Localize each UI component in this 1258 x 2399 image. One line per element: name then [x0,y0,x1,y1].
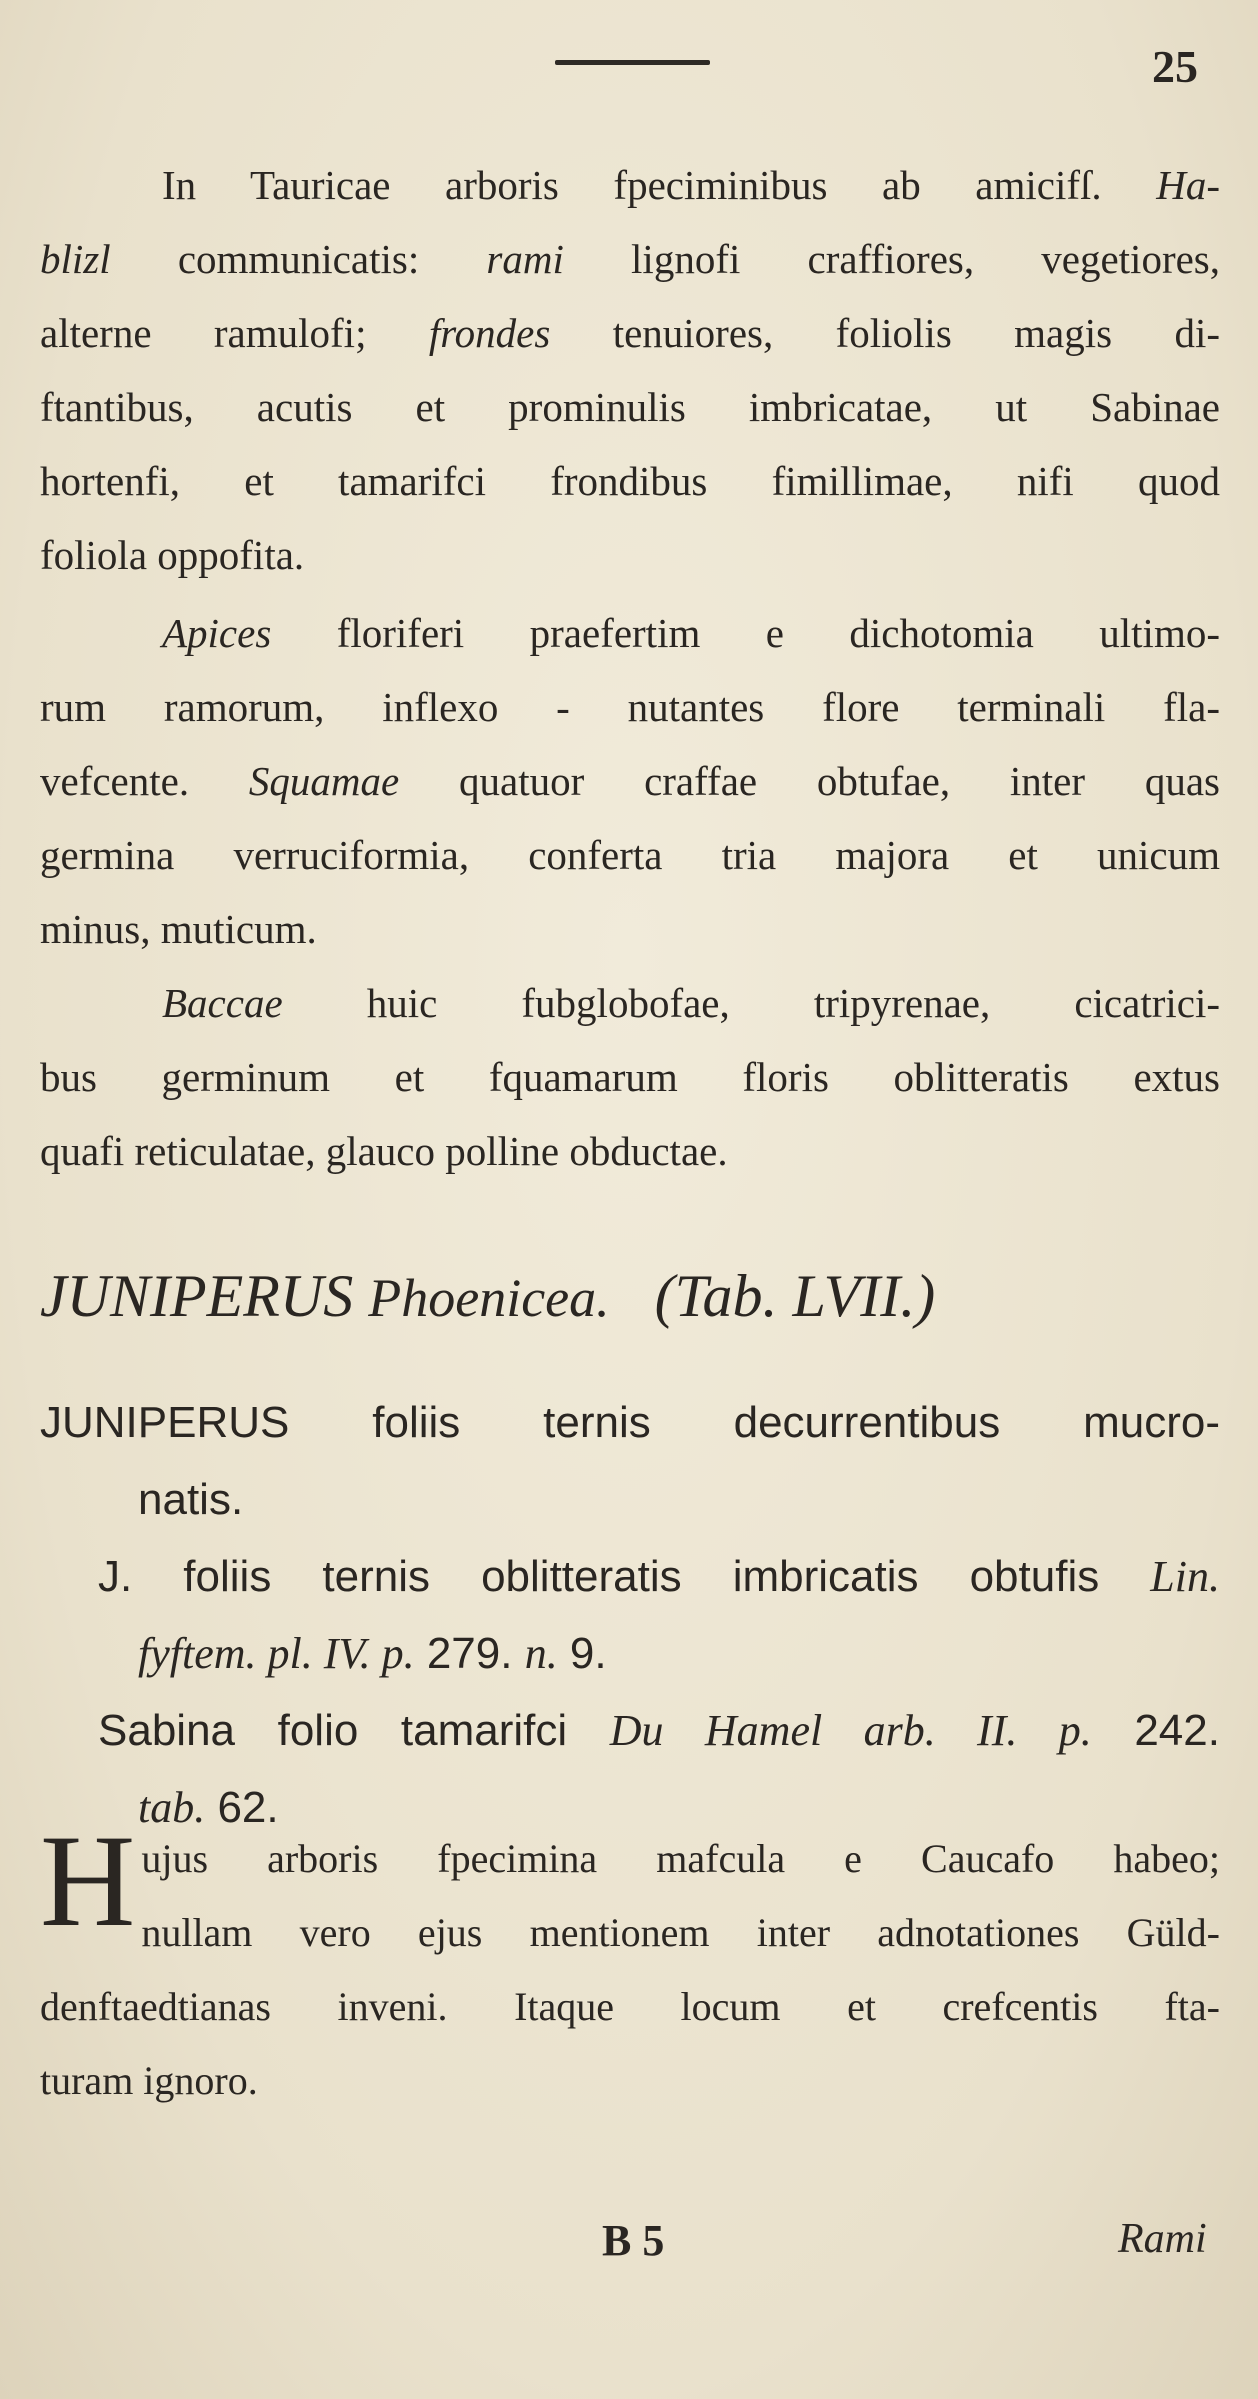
synonym-duhamel-cont: tab. 62. [138,1783,279,1832]
text-line: vefcente. Squamae quatuor craffae obtufae, inter quas [40,758,1220,804]
paragraph-baccae [40,966,1220,1188]
text-line: quafi reticulatae, glauco polline obductae. [40,1128,728,1174]
synonym-linnaeus-cont: fyftem. pl. IV. p. 279. n. 9. [138,1629,607,1678]
text-line: minus, muticum. [40,906,317,952]
text-line: Apices floriferi praefertim e dichotomia ultimo- [162,610,1220,656]
genus-name: JUNIPERUS [40,1263,354,1329]
text-line: ftantibus, acutis et prominulis imbricatae, ut Sabinae [40,384,1220,430]
species-name: Phoenicea. [368,1268,610,1328]
drop-cap: H [40,1807,136,1954]
text-line: bus germinum et fquamarum floris oblitteratis extus [40,1054,1220,1100]
signature-mark: B 5 [602,2216,665,2265]
text-line: hortenfi, et tamarifci frondibus fimillimae, nifi quod [40,458,1220,504]
synonym-linnaeus: J. foliis ternis oblitteratis imbricatis obtufis Lin. [98,1552,1220,1601]
synonym-duhamel: Sabina folio tamarifci Du Hamel arb. II. p. 242. [98,1706,1220,1755]
text-line: Baccae huic fubglobofae, tripyrenae, cicatrici- [162,980,1220,1026]
synonym-primary-cont: natis. [138,1475,244,1524]
paragraph-tauricae [40,148,1220,592]
text-line: In Tauricae arboris fpeciminibus ab amicifſ. Ha- [162,162,1220,208]
header-rule [555,60,710,65]
text-line: foliola oppofita. [40,532,305,578]
text-line: nullam vero ejus mentionem inter adnotationes Güld- [141,1910,1220,1955]
text-line: denftaedtianas inveni. Itaque locum et crefcentis fta- [40,1984,1220,2029]
text-line: rum ramorum, inflexo - nutantes flore terminali fla- [40,684,1220,730]
text-line: ujus arboris fpecimina mafcula e Caucafo habeo; [141,1836,1220,1881]
catchword: Rami [1118,2216,1207,2262]
text-line: turam ignoro. [40,2058,258,2103]
text-line: blizl communicatis: rami lignofi craffiores, vegetiores, [40,236,1220,282]
paragraph-apices [40,596,1220,966]
text-line: alterne ramulofi; frondes tenuiores, foliolis magis di- [40,310,1220,356]
plate-reference: (Tab. LVII.) [654,1263,936,1329]
page-number: 25 [1152,41,1198,92]
text-line: germina verruciformia, conferta tria majora et unicum [40,832,1220,878]
species-heading [40,1262,1220,1331]
synonymy-block [40,1384,1220,1846]
synonym-primary: JUNIPERUS foliis ternis decurrentibus mucro- [40,1398,1220,1447]
